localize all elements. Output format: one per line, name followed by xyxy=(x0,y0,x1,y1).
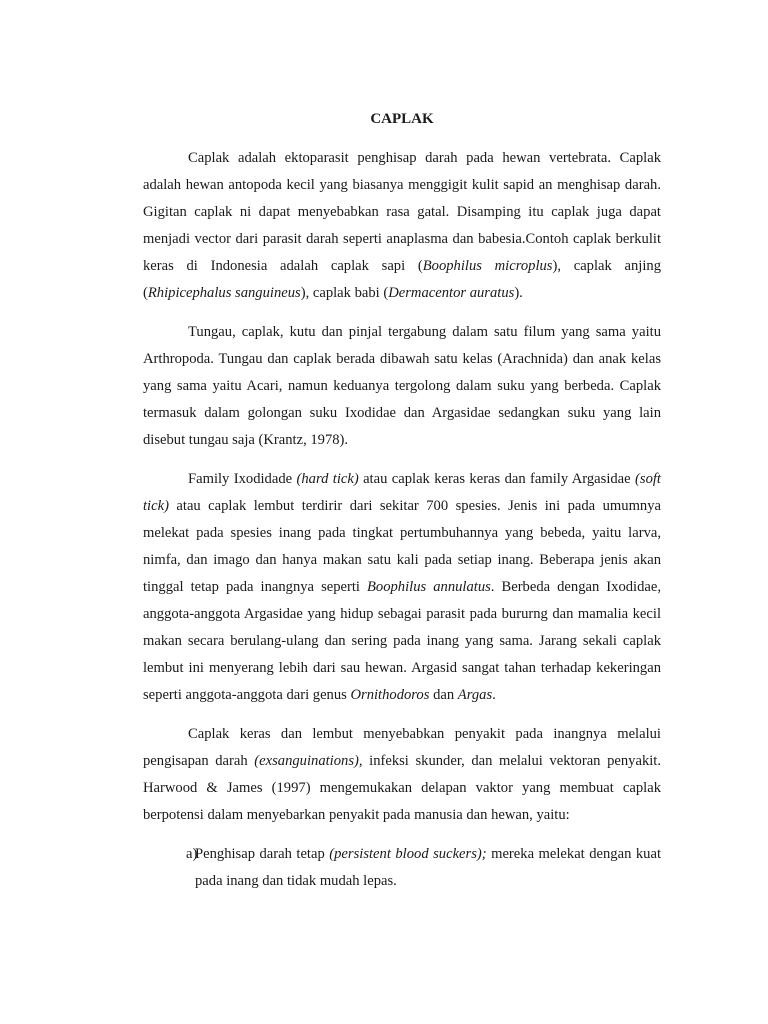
factor-list xyxy=(143,841,661,895)
paragraph-3: Family Ixodidade (hard tick) atau caplak keras keras dan family Argasidae (soft tick) atau caplak lembut terdirir dari sekitar 700 spesies. Jenis ini pada umumnya melekat pada spesies inang pada tingkat pertumbuhannya yang bebeda, yaitu larva, nimfa, dan imago dan hanya makan satu kali pada setiap inang. Beberapa jenis akan tinggal tetap pada inangnya seperti Boophilus annulatus. Berbeda dengan Ixodidae, anggota-anggota Argasidae yang hidup sebagai parasit pada bururng dan mamalia kecil makan secara berulang-ulang dan sering pada inang yang sama. Jarang sekali caplak lembut ini menyerang lebih dari sau hewan. Argasid sangat tahan terhadap kekeringan seperti anggota-anggota dari genus Ornithodoros dan Argas. xyxy=(143,471,662,703)
list-marker: a) xyxy=(186,846,198,862)
paragraph-1: Caplak adalah ektoparasit penghisap darah pada hewan vertebrata. Caplak adalah hewan antopoda kecil yang biasanya menggigit kulit sapid an menghisap darah. Gigitan caplak ni dapat menyebabkan rasa gatal. Disamping itu caplak juga dapat menjadi vector dari parasit darah seperti anaplasma dan babesia.Contoh caplak berkulit keras di Indonesia adalah caplak sapi (Boophilus microplus), caplak anjing (Rhipicephalus sanguineus), caplak babi (Dermacentor auratus). xyxy=(143,150,661,301)
document-title: CAPLAK xyxy=(370,111,434,127)
paragraph-2: Tungau, caplak, kutu dan pinjal tergabung dalam satu filum yang sama yaitu Arthropoda. Tungau dan caplak berada dibawah satu kelas (Arachnida) dan anak kelas yang sama yaitu Acari, namun keduanya tergolong dalam suku yang berbeda. Caplak termasuk dalam golongan suku Ixodidae dan Argasidae sedangkan suku yang lain disebut tungau saja (Krantz, 1978). xyxy=(143,324,661,448)
list-item: a) Penghisap darah tetap (persistent blood suckers); mereka melekat dengan kuat pada inang dan tidak mudah lepas. xyxy=(143,841,661,895)
document-body xyxy=(143,106,661,895)
paragraph-4: Caplak keras dan lembut menyebabkan penyakit pada inangnya melalui pengisapan darah (exsanguinations), infeksi skunder, dan melalui vektoran penyakit. Harwood & James (1997) mengemukakan delapan vaktor yang membuat caplak berpotensi dalam menyebarkan penyakit pada manusia dan hewan, yaitu: xyxy=(143,726,661,823)
